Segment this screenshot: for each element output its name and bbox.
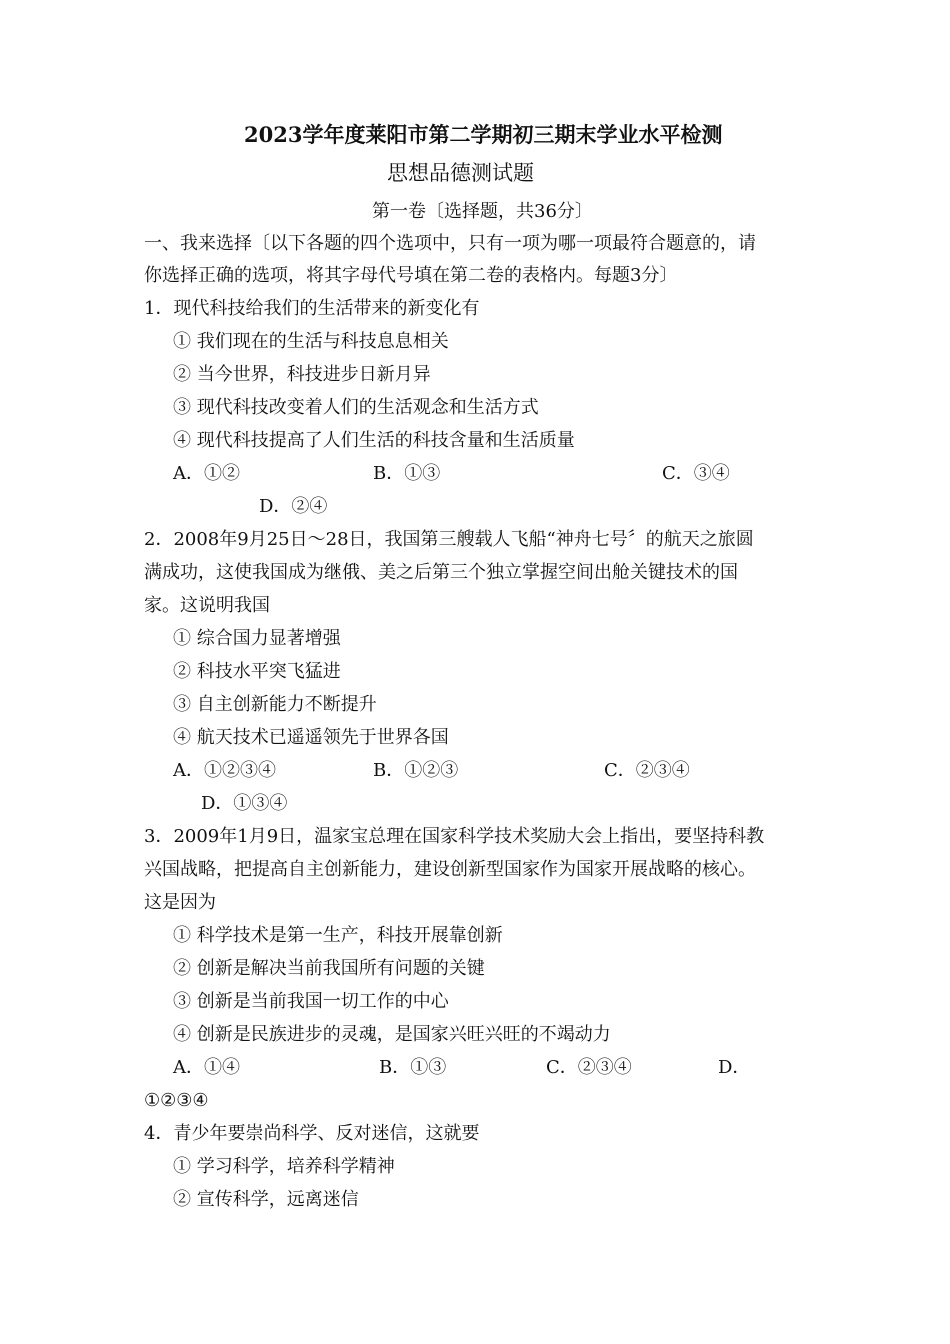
question-3-option-d-value: ①②③④ [144,1090,209,1111]
question-1-item: ④ 现代科技提高了人们生活的科技含量和生活质量 [173,430,575,451]
question-1-option-c: C．③④ [662,463,730,484]
question-3-option-a: A．①④ [173,1057,240,1078]
question-3-option-d-label: D． [718,1057,751,1078]
question-3-item: ① 科学技术是第一生产，科技开展靠创新 [173,925,503,946]
question-3-stem: 这是因为 [144,892,216,913]
question-4-stem: 4．青少年要崇尚科学、反对迷信，这就要 [144,1123,480,1144]
instructions-line: 你选择正确的选项，将其字母代号填在第二卷的表格内。每题3分〕 [144,265,678,286]
question-2-stem: 满成功，这使我国成为继俄、美之后第三个独立掌握空间出舱关键技术的国 [144,562,738,583]
question-2-item: ④ 航天技术已遥遥领先于世界各国 [173,727,449,748]
question-2-stem: 2．2008年9月25日～28日，我国第三艘载人飞船“神舟七号〞的航天之旅圆 [144,529,754,550]
page-subtitle: 思想品德测试题 [387,161,534,185]
question-2-item: ② 科技水平突飞猛进 [173,661,341,682]
question-2-option-d: D．①③④ [201,793,288,814]
question-2-option-a: A．①②③④ [173,760,276,781]
question-1-option-d: D．②④ [259,496,328,517]
question-3-item: ② 创新是解决当前我国所有问题的关键 [173,958,485,979]
page-title: 2023学年度莱阳市第二学期初三期末学业水平检测 [244,122,723,147]
question-3-item: ③ 创新是当前我国一切工作的中心 [173,991,449,1012]
question-2-item: ① 综合国力显著增强 [173,628,341,649]
section-heading: 第一卷〔选择题，共36分〕 [372,201,593,222]
question-2-item: ③ 自主创新能力不断提升 [173,694,377,715]
question-3-stem: 3．2009年1月9日，温家宝总理在国家科学技术奖励大会上指出，要坚持科教 [144,826,765,847]
question-3-option-c: C．②③④ [546,1057,632,1078]
question-1-option-b: B．①③ [373,463,441,484]
question-3-option-b: B．①③ [379,1057,447,1078]
question-2-stem: 家。这说明我国 [144,595,270,616]
question-3-item: ④ 创新是民族进步的灵魂，是国家兴旺兴旺的不竭动力 [173,1024,611,1045]
question-1-option-a: A．①② [173,463,240,484]
question-4-item: ② 宣传科学，远离迷信 [173,1189,359,1210]
question-1-item: ③ 现代科技改变着人们的生活观念和生活方式 [173,397,539,418]
question-1-item: ① 我们现在的生活与科技息息相关 [173,331,449,352]
question-1-stem: 1．现代科技给我们的生活带来的新变化有 [144,298,480,319]
question-2-option-c: C．②③④ [604,760,690,781]
question-4-item: ① 学习科学，培养科学精神 [173,1156,395,1177]
question-1-item: ② 当今世界，科技进步日新月异 [173,364,431,385]
instructions-line: 一、我来选择〔以下各题的四个选项中，只有一项为哪一项最符合题意的，请 [144,233,756,254]
question-3-stem: 兴国战略，把提高自主创新能力，建设创新型国家作为国家开展战略的核心。 [144,859,756,880]
question-2-option-b: B．①②③ [373,760,459,781]
